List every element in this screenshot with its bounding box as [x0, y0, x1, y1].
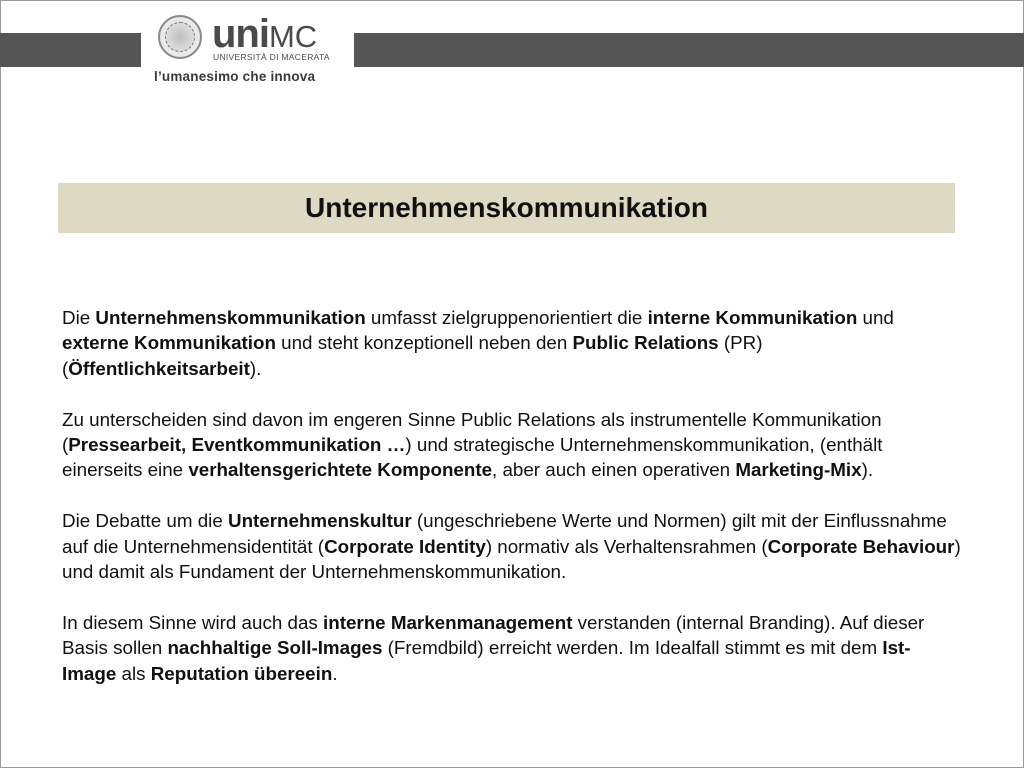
bold-term: nachhaltige Soll-Images — [167, 637, 383, 659]
text-run: und steht konzeptionell neben den — [275, 332, 573, 354]
bold-term: externe Kommunikation — [62, 332, 276, 354]
text-run: (PR) ( — [62, 332, 763, 379]
tagline: l’umanesimo che innova — [154, 69, 316, 84]
university-name: UNIVERSITÀ DI MACERATA — [213, 52, 330, 62]
bold-term: Reputation übereein — [150, 662, 333, 684]
bold-term: interne Kommunikation — [647, 307, 858, 328]
text-run: und — [857, 307, 894, 328]
bold-term: verhaltensgerichtete Komponente — [188, 459, 493, 481]
text-run: (ungeschriebene Werte und Normen) gilt mit der Einflussnahme auf die Unternehmensidentität ( — [62, 510, 947, 557]
brand-mc: MC — [268, 19, 318, 54]
bold-term: Corporate Identity — [324, 535, 486, 557]
paragraph — [62, 305, 962, 381]
university-seal-icon — [158, 15, 202, 59]
bold-term: Unternehmenskultur — [228, 510, 412, 532]
brand-wordmark — [212, 12, 318, 56]
text-run: ). — [249, 357, 262, 379]
text-run: Zu unterscheiden sind davon im engeren Sinne Public Relations als instrumentelle Kommunikation ( — [62, 408, 882, 456]
bold-term: Marketing-Mix — [735, 459, 862, 481]
text-run: Die Debatte um die — [62, 510, 228, 532]
text-run: , aber auch einen operativen — [492, 459, 736, 481]
text-run: verstanden (internal Branding). Auf dieser Basis sollen — [62, 611, 925, 659]
text-run: ). — [861, 459, 874, 481]
text-run: ) normativ als Verhaltensrahmen ( — [485, 535, 768, 557]
text-run: als — [116, 662, 151, 684]
header-band-right — [354, 33, 1024, 67]
university-logo — [150, 10, 350, 90]
bold-term: Unternehmenskommunikation — [95, 307, 366, 328]
bold-term: Ist-Image — [62, 637, 911, 684]
text-run: ) und strategische Unternehmenskommunikation, (enthält einerseits eine — [62, 434, 883, 481]
bold-term: Corporate Behaviour — [767, 535, 955, 557]
bold-term: interne Markenmanagement — [323, 611, 573, 633]
text-run: (Fremdbild) erreicht werden. Im Idealfall stimmt es mit dem — [382, 637, 883, 659]
paragraph — [62, 610, 962, 686]
header-band-left — [0, 33, 141, 67]
body-text — [62, 305, 962, 686]
paragraph — [62, 407, 962, 483]
bold-term: Öffentlichkeitsarbeit — [68, 357, 250, 379]
text-run: In diesem Sinne wird auch das — [62, 611, 323, 633]
bold-term: Pressearbeit, Eventkommunikation … — [68, 434, 406, 456]
text-run: Die — [62, 307, 96, 328]
text-run: umfasst zielgruppenorientiert die — [365, 307, 648, 328]
text-run: . — [332, 662, 338, 684]
text-run: ) und damit als Fundament der Unternehmenskommunikation. — [62, 535, 961, 583]
bold-term: Public Relations — [572, 332, 719, 354]
title-box — [58, 183, 955, 233]
paragraph — [62, 508, 962, 584]
page-title: Unternehmenskommunikation — [305, 192, 708, 223]
brand-uni: uni — [212, 12, 269, 56]
